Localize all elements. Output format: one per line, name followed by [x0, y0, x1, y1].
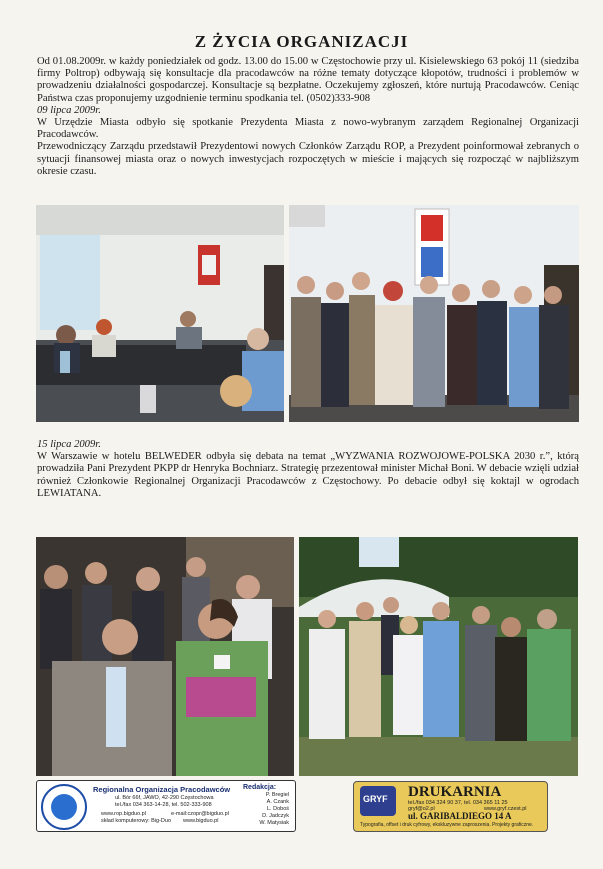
editorial-name: L. Doboś — [266, 806, 289, 812]
editorial-label: Redakcja: — [243, 784, 277, 791]
page-title: Z ŻYCIA ORGANIZACJI — [194, 32, 409, 51]
printer-services: Typografia, offset i druk cyfrowy, ekskluzywne zaproszenia. Projekty graficzne. — [360, 822, 534, 828]
printer-email[interactable]: gryf@o2.pl — [408, 806, 435, 812]
photo-group-president — [289, 205, 579, 422]
printer-title: DRUKARNIA — [408, 784, 502, 800]
rop-phone: tel./fax 034 363-14-28, tel. 502-333-908 — [115, 802, 212, 808]
photo-meeting-room — [36, 205, 284, 422]
rop-logo-icon — [41, 784, 87, 830]
rop-dtp-web[interactable]: www.bigduo.pl — [183, 818, 219, 824]
rop-address: ul. Bór 66f, JAWO, 42-290 Częstochowa — [115, 795, 214, 801]
intro-paragraph — [37, 56, 579, 178]
section1-paragraph2: Przewodniczący Zarządu przedstawił Prezydentowi nowych Członków Zarządu ROP, a Prezydent poinformował zebranych o sytuacji finansowej miasta oraz o nowych inwestycjach rozpoczętych w mieście i mających się rozpocząć w najbliższym okresie czasu. — [37, 141, 579, 177]
rop-name: Regionalna Organizacja Pracodawców — [93, 785, 231, 794]
printer-web[interactable]: www.gryf.czest.pl — [484, 806, 527, 812]
printer-address: ul. GARIBALDIEGO 14 A — [408, 811, 512, 821]
section2-paragraph1: W Warszawie w hotelu BELWEDER odbyła się debata na temat „WYZWANIA ROZWOJOWE-POLSKA 2030 r.”, którą prowadziła Pani Prezydent PKPP dr Henryka Bochniarz. Strategię przezentował minister Michał Boni. W debacie wzięli udział również Członkowie Regionalnej Organizacji Pracodawców z Częstochowy. Po debacie odbył się koktajl w ogrodach LEWIATANA. — [37, 451, 579, 499]
printer-phone: tel./fax 034 324 90 37, tel. 034 365 11 25 — [408, 800, 508, 806]
section1-paragraph1: W Urzędzie Miasta odbyło się spotkanie Prezydenta Miasta z nowo-wybranym zarządem Regionalnej Organizacji Pracodawców. — [37, 117, 579, 141]
rop-web[interactable]: www.rop.bigduo.pl — [101, 811, 146, 817]
photo-debate-audience — [36, 537, 294, 776]
gryf-logo-icon — [360, 786, 396, 816]
printer-footer-box — [353, 781, 548, 832]
rop-dtp: skład komputerowy: Big-Duo — [101, 818, 172, 824]
section1-date: 09 lipca 2009r. — [37, 104, 101, 116]
editorial-name: A. Czank — [266, 799, 289, 805]
gryf-logo-text: GRYF — [363, 794, 388, 804]
editorial-name: W. Matysiak — [259, 820, 289, 826]
section2-date: 15 lipca 2009r. — [37, 439, 101, 450]
section2-paragraph — [37, 439, 579, 500]
editorial-name: D. Jadczyk — [262, 813, 289, 819]
editorial-name: P. Bregiel — [265, 792, 289, 798]
rop-email[interactable]: e-mail:czopr@bigduo.pl — [171, 811, 229, 817]
photo-garden-group — [299, 537, 578, 776]
rop-footer-box — [36, 780, 296, 832]
intro-text: Od 01.08.2009r. w każdy poniedziałek od godz. 13.00 do 15.00 w Częstochowie przy ul. Kisielewskiego 63 pokój 11 (siedziba firmy Poltrop) odbywają się konsultacje dla pracodawców na różne tematy dotyczące kłopotów, trudności i problemów w prowadzeniu działalności gospodarczej. Konsultacje są bezpłatne. Oczekujemy zgłoszeń, które nurtują Pracodawców. Ceniąc Państwa czas proponujemy uzgodnienie terminu spodkania tel. (0502)333-908 — [37, 56, 579, 104]
